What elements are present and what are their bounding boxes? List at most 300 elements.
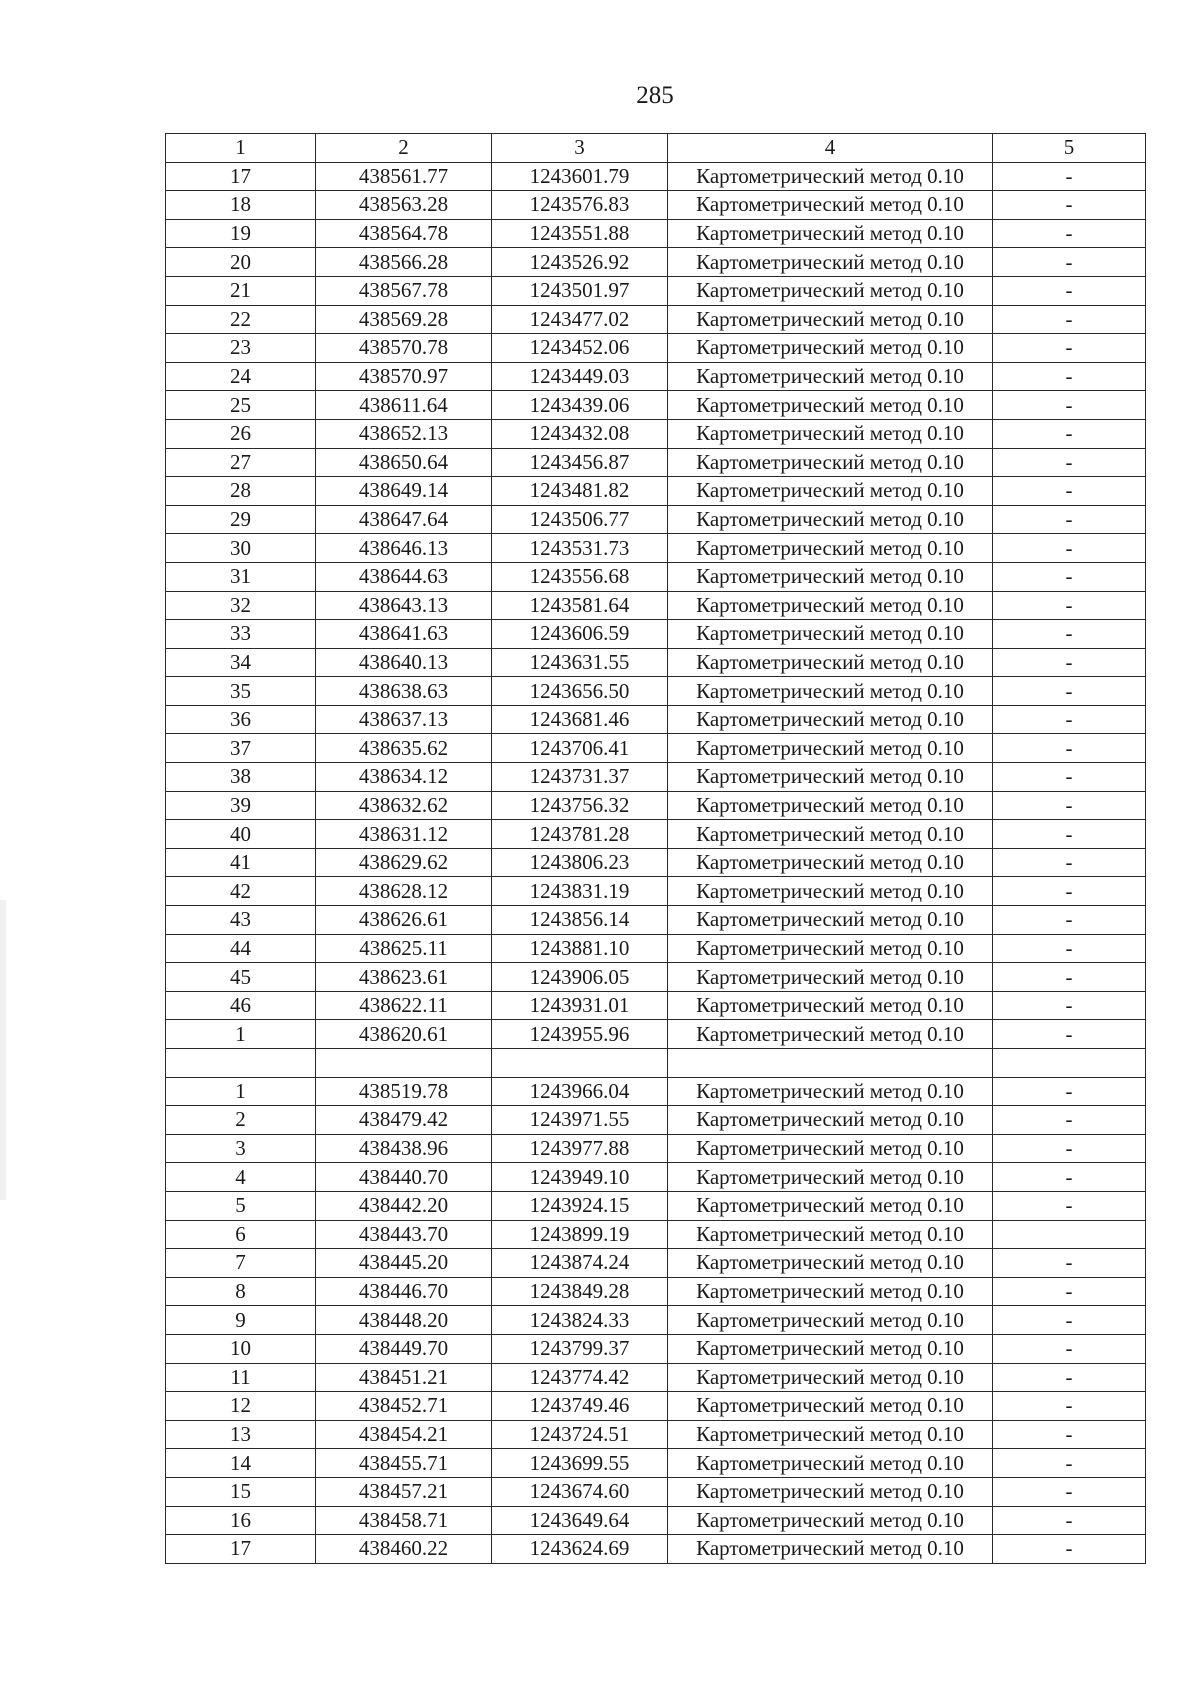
method-cell: Картометрический метод 0.10 [668, 448, 993, 477]
table-row [166, 1363, 1146, 1392]
table-row [166, 848, 1146, 877]
y-coordinate-cell: 1243881.10 [492, 934, 668, 963]
method-cell: Картометрический метод 0.10 [668, 963, 993, 992]
point-number-cell: 1 [166, 1020, 316, 1049]
y-coordinate-cell: 1243731.37 [492, 763, 668, 792]
table-row [166, 505, 1146, 534]
accuracy-cell: - [993, 1449, 1146, 1478]
table-row [166, 477, 1146, 506]
table-row [166, 620, 1146, 649]
table-row [166, 1392, 1146, 1421]
y-coordinate-cell: 1243955.96 [492, 1020, 668, 1049]
table-row [166, 248, 1146, 277]
x-coordinate-cell: 438567.78 [316, 276, 492, 305]
table-row [166, 1535, 1146, 1564]
point-number-cell: 13 [166, 1420, 316, 1449]
y-coordinate-cell: 1243531.73 [492, 534, 668, 563]
y-coordinate-cell: 1243439.06 [492, 391, 668, 420]
accuracy-cell: - [993, 191, 1146, 220]
scan-edge-mark [0, 900, 6, 1200]
x-coordinate-cell: 438620.61 [316, 1020, 492, 1049]
accuracy-cell: - [993, 248, 1146, 277]
table-row [166, 1220, 1146, 1249]
x-coordinate-cell: 438519.78 [316, 1077, 492, 1106]
y-coordinate-cell: 1243906.05 [492, 963, 668, 992]
table-row [166, 334, 1146, 363]
method-cell: Картометрический метод 0.10 [668, 1535, 993, 1564]
accuracy-cell: - [993, 791, 1146, 820]
x-coordinate-cell: 438637.13 [316, 705, 492, 734]
y-coordinate-cell: 1243949.10 [492, 1163, 668, 1192]
table-row [166, 877, 1146, 906]
x-coordinate-cell: 438479.42 [316, 1106, 492, 1135]
accuracy-cell: - [993, 419, 1146, 448]
accuracy-cell: - [993, 1334, 1146, 1363]
point-number-cell: 24 [166, 362, 316, 391]
method-cell: Картометрический метод 0.10 [668, 1277, 993, 1306]
method-cell: Картометрический метод 0.10 [668, 1106, 993, 1135]
point-number-cell: 22 [166, 305, 316, 334]
header-cell-4: 4 [668, 134, 993, 163]
y-coordinate-cell: 1243601.79 [492, 162, 668, 191]
x-coordinate-cell: 438563.28 [316, 191, 492, 220]
y-coordinate-cell: 1243931.01 [492, 991, 668, 1020]
table-row [166, 1049, 1146, 1078]
accuracy-cell: - [993, 620, 1146, 649]
header-cell-3: 3 [492, 134, 668, 163]
y-coordinate-cell: 1243581.64 [492, 591, 668, 620]
y-coordinate-cell: 1243749.46 [492, 1392, 668, 1421]
point-number-cell: 4 [166, 1163, 316, 1192]
method-cell: Картометрический метод 0.10 [668, 362, 993, 391]
accuracy-cell: - [993, 1191, 1146, 1220]
y-coordinate-cell: 1243706.41 [492, 734, 668, 763]
point-number-cell: 12 [166, 1392, 316, 1421]
method-cell: Картометрический метод 0.10 [668, 534, 993, 563]
x-coordinate-cell: 438641.63 [316, 620, 492, 649]
point-number-cell: 20 [166, 248, 316, 277]
point-number-cell: 31 [166, 562, 316, 591]
accuracy-cell: - [993, 334, 1146, 363]
point-number-cell: 3 [166, 1134, 316, 1163]
accuracy-cell: - [993, 1306, 1146, 1335]
method-cell: Картометрический метод 0.10 [668, 391, 993, 420]
method-cell: Картометрический метод 0.10 [668, 1306, 993, 1335]
method-cell: Картометрический метод 0.10 [668, 1249, 993, 1278]
y-coordinate-cell: 1243501.97 [492, 276, 668, 305]
method-cell: Картометрический метод 0.10 [668, 562, 993, 591]
method-cell: Картометрический метод 0.10 [668, 162, 993, 191]
x-coordinate-cell: 438570.78 [316, 334, 492, 363]
accuracy-cell: - [993, 562, 1146, 591]
point-number-cell: 33 [166, 620, 316, 649]
table-row [166, 991, 1146, 1020]
accuracy-cell: - [993, 1077, 1146, 1106]
point-number-cell: 28 [166, 477, 316, 506]
accuracy-cell: - [993, 1106, 1146, 1135]
table-row [166, 1506, 1146, 1535]
y-coordinate-cell: 1243506.77 [492, 505, 668, 534]
accuracy-cell: - [993, 1277, 1146, 1306]
table-row [166, 1134, 1146, 1163]
x-coordinate-cell: 438454.21 [316, 1420, 492, 1449]
x-coordinate-cell [316, 1049, 492, 1078]
method-cell: Картометрический метод 0.10 [668, 1334, 993, 1363]
method-cell: Картометрический метод 0.10 [668, 219, 993, 248]
x-coordinate-cell: 438634.12 [316, 763, 492, 792]
method-cell: Картометрический метод 0.10 [668, 1077, 993, 1106]
x-coordinate-cell: 438451.21 [316, 1363, 492, 1392]
point-number-cell: 46 [166, 991, 316, 1020]
method-cell: Картометрический метод 0.10 [668, 820, 993, 849]
method-cell: Картометрический метод 0.10 [668, 248, 993, 277]
point-number-cell: 21 [166, 276, 316, 305]
method-cell: Картометрический метод 0.10 [668, 276, 993, 305]
point-number-cell: 8 [166, 1277, 316, 1306]
y-coordinate-cell: 1243631.55 [492, 648, 668, 677]
x-coordinate-cell: 438625.11 [316, 934, 492, 963]
x-coordinate-cell: 438635.62 [316, 734, 492, 763]
x-coordinate-cell: 438570.97 [316, 362, 492, 391]
point-number-cell: 14 [166, 1449, 316, 1478]
y-coordinate-cell: 1243624.69 [492, 1535, 668, 1564]
table-row [166, 219, 1146, 248]
accuracy-cell: - [993, 1477, 1146, 1506]
table-row [166, 1277, 1146, 1306]
method-cell: Картометрический метод 0.10 [668, 1134, 993, 1163]
accuracy-cell: - [993, 963, 1146, 992]
y-coordinate-cell: 1243874.24 [492, 1249, 668, 1278]
accuracy-cell: - [993, 391, 1146, 420]
x-coordinate-cell: 438626.61 [316, 906, 492, 935]
method-cell: Картометрический метод 0.10 [668, 791, 993, 820]
accuracy-cell: - [993, 477, 1146, 506]
method-cell: Картометрический метод 0.10 [668, 477, 993, 506]
accuracy-cell: - [993, 734, 1146, 763]
method-cell: Картометрический метод 0.10 [668, 677, 993, 706]
y-coordinate-cell: 1243526.92 [492, 248, 668, 277]
x-coordinate-cell: 438623.61 [316, 963, 492, 992]
table-row [166, 1191, 1146, 1220]
method-cell: Картометрический метод 0.10 [668, 505, 993, 534]
method-cell: Картометрический метод 0.10 [668, 906, 993, 935]
accuracy-cell: - [993, 1020, 1146, 1049]
table-row [166, 305, 1146, 334]
y-coordinate-cell: 1243831.19 [492, 877, 668, 906]
method-cell: Картометрический метод 0.10 [668, 848, 993, 877]
accuracy-cell: - [993, 505, 1146, 534]
method-cell: Картометрический метод 0.10 [668, 1477, 993, 1506]
table-row [166, 162, 1146, 191]
method-cell: Картометрический метод 0.10 [668, 1363, 993, 1392]
x-coordinate-cell: 438638.63 [316, 677, 492, 706]
y-coordinate-cell: 1243856.14 [492, 906, 668, 935]
method-cell [668, 1049, 993, 1078]
x-coordinate-cell: 438566.28 [316, 248, 492, 277]
method-cell: Картометрический метод 0.10 [668, 1163, 993, 1192]
method-cell: Картометрический метод 0.10 [668, 991, 993, 1020]
x-coordinate-cell: 438564.78 [316, 219, 492, 248]
y-coordinate-cell: 1243924.15 [492, 1191, 668, 1220]
accuracy-cell [993, 1049, 1146, 1078]
point-number-cell: 11 [166, 1363, 316, 1392]
table-row [166, 791, 1146, 820]
table-row [166, 648, 1146, 677]
y-coordinate-cell: 1243556.68 [492, 562, 668, 591]
table-row [166, 362, 1146, 391]
point-number-cell: 37 [166, 734, 316, 763]
table-row [166, 763, 1146, 792]
x-coordinate-cell: 438632.62 [316, 791, 492, 820]
y-coordinate-cell: 1243781.28 [492, 820, 668, 849]
point-number-cell: 18 [166, 191, 316, 220]
y-coordinate-cell: 1243674.60 [492, 1477, 668, 1506]
table-row [166, 705, 1146, 734]
method-cell: Картометрический метод 0.10 [668, 334, 993, 363]
point-number-cell: 25 [166, 391, 316, 420]
point-number-cell: 41 [166, 848, 316, 877]
y-coordinate-cell: 1243724.51 [492, 1420, 668, 1449]
accuracy-cell: - [993, 162, 1146, 191]
method-cell: Картометрический метод 0.10 [668, 305, 993, 334]
accuracy-cell: - [993, 763, 1146, 792]
table-row [166, 1334, 1146, 1363]
table-row [166, 534, 1146, 563]
method-cell: Картометрический метод 0.10 [668, 648, 993, 677]
accuracy-cell: - [993, 305, 1146, 334]
y-coordinate-cell: 1243699.55 [492, 1449, 668, 1478]
accuracy-cell: - [993, 1163, 1146, 1192]
y-coordinate-cell: 1243971.55 [492, 1106, 668, 1135]
table-row [166, 934, 1146, 963]
accuracy-cell: - [993, 848, 1146, 877]
x-coordinate-cell: 438438.96 [316, 1134, 492, 1163]
x-coordinate-cell: 438445.20 [316, 1249, 492, 1278]
point-number-cell: 43 [166, 906, 316, 935]
method-cell: Картометрический метод 0.10 [668, 1392, 993, 1421]
method-cell: Картометрический метод 0.10 [668, 591, 993, 620]
table-row [166, 191, 1146, 220]
x-coordinate-cell: 438442.20 [316, 1191, 492, 1220]
table-row [166, 448, 1146, 477]
point-number-cell: 17 [166, 1535, 316, 1564]
x-coordinate-cell: 438644.63 [316, 562, 492, 591]
point-number-cell: 32 [166, 591, 316, 620]
method-cell: Картометрический метод 0.10 [668, 934, 993, 963]
method-cell: Картометрический метод 0.10 [668, 1191, 993, 1220]
table-row [166, 820, 1146, 849]
point-number-cell: 40 [166, 820, 316, 849]
method-cell: Картометрический метод 0.10 [668, 620, 993, 649]
y-coordinate-cell: 1243806.23 [492, 848, 668, 877]
point-number-cell: 34 [166, 648, 316, 677]
y-coordinate-cell: 1243477.02 [492, 305, 668, 334]
x-coordinate-cell: 438452.71 [316, 1392, 492, 1421]
accuracy-cell [993, 1220, 1146, 1249]
x-coordinate-cell: 438569.28 [316, 305, 492, 334]
method-cell: Картометрический метод 0.10 [668, 1506, 993, 1535]
point-number-cell: 19 [166, 219, 316, 248]
x-coordinate-cell: 438631.12 [316, 820, 492, 849]
accuracy-cell: - [993, 648, 1146, 677]
x-coordinate-cell: 438449.70 [316, 1334, 492, 1363]
table-row [166, 1163, 1146, 1192]
point-number-cell: 6 [166, 1220, 316, 1249]
x-coordinate-cell: 438643.13 [316, 591, 492, 620]
method-cell: Картометрический метод 0.10 [668, 419, 993, 448]
y-coordinate-cell: 1243849.28 [492, 1277, 668, 1306]
point-number-cell: 42 [166, 877, 316, 906]
table-row [166, 963, 1146, 992]
point-number-cell: 10 [166, 1334, 316, 1363]
point-number-cell [166, 1049, 316, 1078]
point-number-cell: 44 [166, 934, 316, 963]
x-coordinate-cell: 438628.12 [316, 877, 492, 906]
accuracy-cell: - [993, 820, 1146, 849]
table-row [166, 677, 1146, 706]
x-coordinate-cell: 438629.62 [316, 848, 492, 877]
method-cell: Картометрический метод 0.10 [668, 877, 993, 906]
x-coordinate-cell: 438458.71 [316, 1506, 492, 1535]
accuracy-cell: - [993, 906, 1146, 935]
x-coordinate-cell: 438448.20 [316, 1306, 492, 1335]
accuracy-cell: - [993, 677, 1146, 706]
y-coordinate-cell: 1243576.83 [492, 191, 668, 220]
y-coordinate-cell: 1243481.82 [492, 477, 668, 506]
y-coordinate-cell [492, 1049, 668, 1078]
header-cell-1: 1 [166, 134, 316, 163]
point-number-cell: 16 [166, 1506, 316, 1535]
accuracy-cell: - [993, 877, 1146, 906]
point-number-cell: 36 [166, 705, 316, 734]
accuracy-cell: - [993, 276, 1146, 305]
x-coordinate-cell: 438647.64 [316, 505, 492, 534]
x-coordinate-cell: 438652.13 [316, 419, 492, 448]
x-coordinate-cell: 438460.22 [316, 1535, 492, 1564]
table-row [166, 1449, 1146, 1478]
y-coordinate-cell: 1243449.03 [492, 362, 668, 391]
table-row [166, 906, 1146, 935]
method-cell: Картометрический метод 0.10 [668, 1420, 993, 1449]
y-coordinate-cell: 1243656.50 [492, 677, 668, 706]
table-row [166, 1420, 1146, 1449]
accuracy-cell: - [993, 1363, 1146, 1392]
x-coordinate-cell: 438443.70 [316, 1220, 492, 1249]
accuracy-cell: - [993, 591, 1146, 620]
method-cell: Картометрический метод 0.10 [668, 705, 993, 734]
point-number-cell: 29 [166, 505, 316, 534]
method-cell: Картометрический метод 0.10 [668, 191, 993, 220]
y-coordinate-cell: 1243681.46 [492, 705, 668, 734]
y-coordinate-cell: 1243551.88 [492, 219, 668, 248]
point-number-cell: 2 [166, 1106, 316, 1135]
y-coordinate-cell: 1243899.19 [492, 1220, 668, 1249]
accuracy-cell: - [993, 362, 1146, 391]
table-header-row [166, 134, 1146, 163]
header-cell-2: 2 [316, 134, 492, 163]
accuracy-cell: - [993, 534, 1146, 563]
table-row [166, 1106, 1146, 1135]
x-coordinate-cell: 438561.77 [316, 162, 492, 191]
table-row [166, 419, 1146, 448]
y-coordinate-cell: 1243977.88 [492, 1134, 668, 1163]
table-row [166, 1306, 1146, 1335]
table-row [166, 591, 1146, 620]
point-number-cell: 15 [166, 1477, 316, 1506]
x-coordinate-cell: 438649.14 [316, 477, 492, 506]
coordinates-table-body [166, 134, 1146, 1564]
accuracy-cell: - [993, 1535, 1146, 1564]
accuracy-cell: - [993, 1420, 1146, 1449]
y-coordinate-cell: 1243649.64 [492, 1506, 668, 1535]
table-row [166, 391, 1146, 420]
table-row [166, 562, 1146, 591]
y-coordinate-cell: 1243756.32 [492, 791, 668, 820]
header-cell-5: 5 [993, 134, 1146, 163]
x-coordinate-cell: 438611.64 [316, 391, 492, 420]
table-row [166, 1077, 1146, 1106]
x-coordinate-cell: 438457.21 [316, 1477, 492, 1506]
x-coordinate-cell: 438446.70 [316, 1277, 492, 1306]
table-row [166, 1020, 1146, 1049]
table-row [166, 1477, 1146, 1506]
accuracy-cell: - [993, 1249, 1146, 1278]
point-number-cell: 38 [166, 763, 316, 792]
accuracy-cell: - [993, 1134, 1146, 1163]
table-row [166, 1249, 1146, 1278]
method-cell: Картометрический метод 0.10 [668, 734, 993, 763]
coordinates-table [165, 133, 1146, 1564]
accuracy-cell: - [993, 1506, 1146, 1535]
accuracy-cell: - [993, 991, 1146, 1020]
point-number-cell: 27 [166, 448, 316, 477]
point-number-cell: 7 [166, 1249, 316, 1278]
point-number-cell: 9 [166, 1306, 316, 1335]
point-number-cell: 1 [166, 1077, 316, 1106]
accuracy-cell: - [993, 219, 1146, 248]
page-number: 285 [636, 82, 674, 109]
x-coordinate-cell: 438646.13 [316, 534, 492, 563]
y-coordinate-cell: 1243966.04 [492, 1077, 668, 1106]
accuracy-cell: - [993, 934, 1146, 963]
point-number-cell: 23 [166, 334, 316, 363]
y-coordinate-cell: 1243452.06 [492, 334, 668, 363]
accuracy-cell: - [993, 448, 1146, 477]
accuracy-cell: - [993, 705, 1146, 734]
y-coordinate-cell: 1243606.59 [492, 620, 668, 649]
x-coordinate-cell: 438640.13 [316, 648, 492, 677]
accuracy-cell: - [993, 1392, 1146, 1421]
point-number-cell: 39 [166, 791, 316, 820]
y-coordinate-cell: 1243456.87 [492, 448, 668, 477]
point-number-cell: 35 [166, 677, 316, 706]
y-coordinate-cell: 1243774.42 [492, 1363, 668, 1392]
method-cell: Картометрический метод 0.10 [668, 763, 993, 792]
x-coordinate-cell: 438650.64 [316, 448, 492, 477]
y-coordinate-cell: 1243799.37 [492, 1334, 668, 1363]
method-cell: Картометрический метод 0.10 [668, 1449, 993, 1478]
method-cell: Картометрический метод 0.10 [668, 1220, 993, 1249]
y-coordinate-cell: 1243432.08 [492, 419, 668, 448]
point-number-cell: 5 [166, 1191, 316, 1220]
point-number-cell: 26 [166, 419, 316, 448]
method-cell: Картометрический метод 0.10 [668, 1020, 993, 1049]
y-coordinate-cell: 1243824.33 [492, 1306, 668, 1335]
x-coordinate-cell: 438622.11 [316, 991, 492, 1020]
table-row [166, 276, 1146, 305]
x-coordinate-cell: 438455.71 [316, 1449, 492, 1478]
x-coordinate-cell: 438440.70 [316, 1163, 492, 1192]
